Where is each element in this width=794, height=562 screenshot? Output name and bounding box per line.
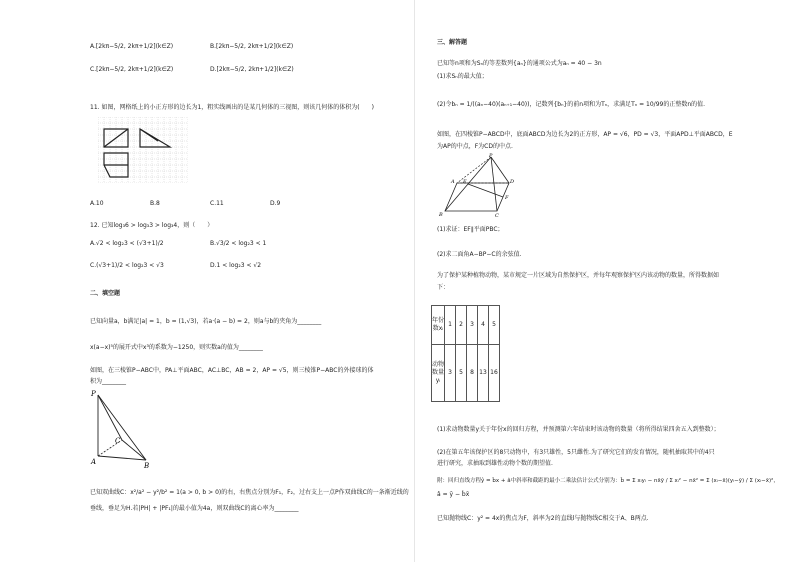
p4-stem: 已知抛物线C：y² = 4x的焦点为F，斜率为2的直线l与抛物线C相交于A、B两点. bbox=[437, 515, 649, 522]
q11-option-a: A.10 bbox=[90, 200, 104, 207]
table-cell: 16 bbox=[489, 345, 500, 402]
vertex-d-label: D bbox=[510, 179, 515, 185]
p1-part2: (2)令bₙ = 1/((aₙ−40)(aₙ₊₁−40))，记数列{bₙ}的前n项和为Tₙ，求满足Tₙ = 10/99的正整数n的值. bbox=[437, 101, 706, 108]
q10-option-d: D.[2kπ−5/2, 2kπ+1/2](k∈Z) bbox=[210, 66, 294, 73]
table-cell: 4 bbox=[478, 306, 489, 345]
q12-option-a: A.√2 < log₂3 < (√3+1)/2 bbox=[90, 240, 164, 247]
vertex-p-label: P bbox=[489, 153, 493, 159]
tetrahedron-figure bbox=[88, 388, 158, 470]
fill-q2: x(a−x)⁵的展开式中x³的系数为−1250，则实数a的值为________ bbox=[90, 344, 263, 351]
table-cell: 13 bbox=[478, 345, 489, 402]
fill-q3-line1: 如图，在三棱锥P−ABC中，PA⊥平面ABC，AC⊥BC，AB = 2，AP = √5，则三棱锥P−ABC的外接球的体 bbox=[90, 367, 374, 374]
table-cell: 8 bbox=[467, 345, 478, 402]
q10-option-b: B.[2kπ−5/2, 2kπ+1/2](k∈Z) bbox=[210, 43, 294, 50]
table-row bbox=[432, 306, 500, 345]
point-e-label: E bbox=[463, 179, 467, 185]
column-divider bbox=[414, 0, 415, 562]
vertex-p-label: P bbox=[91, 390, 96, 398]
fill-q4-line1: 已知双曲线C：x²/a² − y²/b² = 1(a > 0, b > 0)的右，右焦点分别为F₁，F₂，过右支上一点P作双曲线C的一条渐近线的 bbox=[90, 489, 409, 496]
three-view-grid-figure bbox=[98, 117, 188, 183]
animal-data-table bbox=[431, 305, 500, 402]
table-cell: 1 bbox=[445, 306, 456, 345]
q10-option-a: A.[2kπ−5/2, 2kπ+1/2](k∈Z) bbox=[90, 43, 174, 50]
table-cell: 3 bbox=[445, 345, 456, 402]
section-solve-heading: 三、解答题 bbox=[437, 39, 468, 46]
table-cell: 5 bbox=[456, 345, 467, 402]
q11-option-d: D.9 bbox=[270, 200, 281, 207]
p3-part1: (1)求动物数量y关于年份x的回归方程，并预测第六年结束时该动物的数量（将所得结果四舍五入到整数）； bbox=[437, 426, 720, 433]
q12-option-b: B.√3/2 < log₂3 < 1 bbox=[210, 240, 267, 247]
q12-option-d: D.1 < log₂3 < √2 bbox=[210, 262, 262, 269]
section-fill-in-heading: 二、填空题 bbox=[90, 290, 121, 297]
table-header-year: 年份数xᵢ bbox=[432, 306, 445, 345]
vertex-a-label: A bbox=[91, 458, 97, 466]
vertex-b-label: B bbox=[144, 462, 150, 470]
p2-stem-line1: 如图，在四棱锥P−ABCD中，底面ABCD为边长为2的正方形，AP = √6，PD = √3，平面APD⊥平面ABCD，E bbox=[437, 131, 733, 138]
p2-part2: (2)求二面角A−BP−C的余弦值. bbox=[437, 251, 522, 258]
q12-option-c: C.(√3+1)/2 < log₂3 < √3 bbox=[90, 262, 164, 269]
q11-option-b: B.8 bbox=[150, 200, 160, 207]
p3-stem-line1: 为了保护某种植物动物，某市规定一片区域为自然保护区，并每年观察保护区内该动物的数量，所得数据如 bbox=[437, 272, 720, 279]
fill-q3-line2: 积为________ bbox=[90, 378, 127, 385]
vertex-b-label: B bbox=[439, 212, 443, 218]
q10-option-c: C.[2kπ−5/2, 2kπ+1/2](k∈Z) bbox=[90, 66, 174, 73]
pyramid-figure bbox=[437, 153, 517, 219]
fill-q1: 已知向量a，b满足|a| = 1，b = (1,√3)，若a·(a − b) = 2，则a与b的夹角为________ bbox=[90, 318, 322, 325]
q12-stem: 12. 已知log₃6 > log₃3 > log₃4，则（ ） bbox=[90, 222, 214, 229]
p3-stem-line2: 下： bbox=[437, 284, 450, 291]
table-cell: 2 bbox=[456, 306, 467, 345]
vertex-c-label: C bbox=[115, 437, 121, 445]
table-row bbox=[432, 345, 500, 402]
point-f-label: F bbox=[505, 195, 509, 201]
fill-q4-line2: 垂线，垂足为H.若|PH| + |PF₁|的最小值为4a，则双曲线C的离心率为________ bbox=[90, 505, 299, 512]
p1-stem: 已知等n项和为Sₙ的等差数列{aₙ}的通项公式为aₙ = 40 − 3n bbox=[437, 60, 602, 67]
p2-stem-line2: 为AP的中点，F为CD的中点. bbox=[437, 143, 513, 150]
vertex-a-label: A bbox=[451, 179, 455, 185]
q11-stem: 11. 如图，网格纸上的小正方形的边长为1，粗实线画出的是某几何体的三视图，则该几何体的体积为( ) bbox=[90, 104, 374, 111]
p3-part2-line2: 进行研究，求抽取到雄性动物个数的期望值. bbox=[437, 460, 553, 467]
table-cell: 3 bbox=[467, 306, 478, 345]
vertex-c-label: C bbox=[495, 213, 499, 219]
q11-option-c: C.11 bbox=[210, 200, 224, 207]
p3-part2-line1: (2)在第五年该保护区的8只动物中，有3只雄性，5只雌性.为了研究它们的发育情况，随机抽取其中的4只 bbox=[437, 449, 715, 456]
p2-part1: (1)求证：EF∥平面PBC； bbox=[437, 226, 504, 233]
p3-reference-formula-2: â = ȳ − b̂x̄ bbox=[437, 491, 470, 498]
p1-part1: (1)求Sₙ的最大值； bbox=[437, 73, 488, 80]
table-header-count: 动物数量yᵢ bbox=[432, 345, 445, 402]
p3-reference-formula: 附：回归直线方程ŷ = b̂x + â中斜率和截距的最小二乘法估计公式分别为：b̂ = Σ xᵢyᵢ − nx̄ȳ / Σ xᵢ² − nx̄² = Σ (xᵢ−x̄)(yᵢ−ȳ) / Σ (xᵢ−x̄)²， bbox=[437, 478, 779, 484]
table-cell: 5 bbox=[489, 306, 500, 345]
